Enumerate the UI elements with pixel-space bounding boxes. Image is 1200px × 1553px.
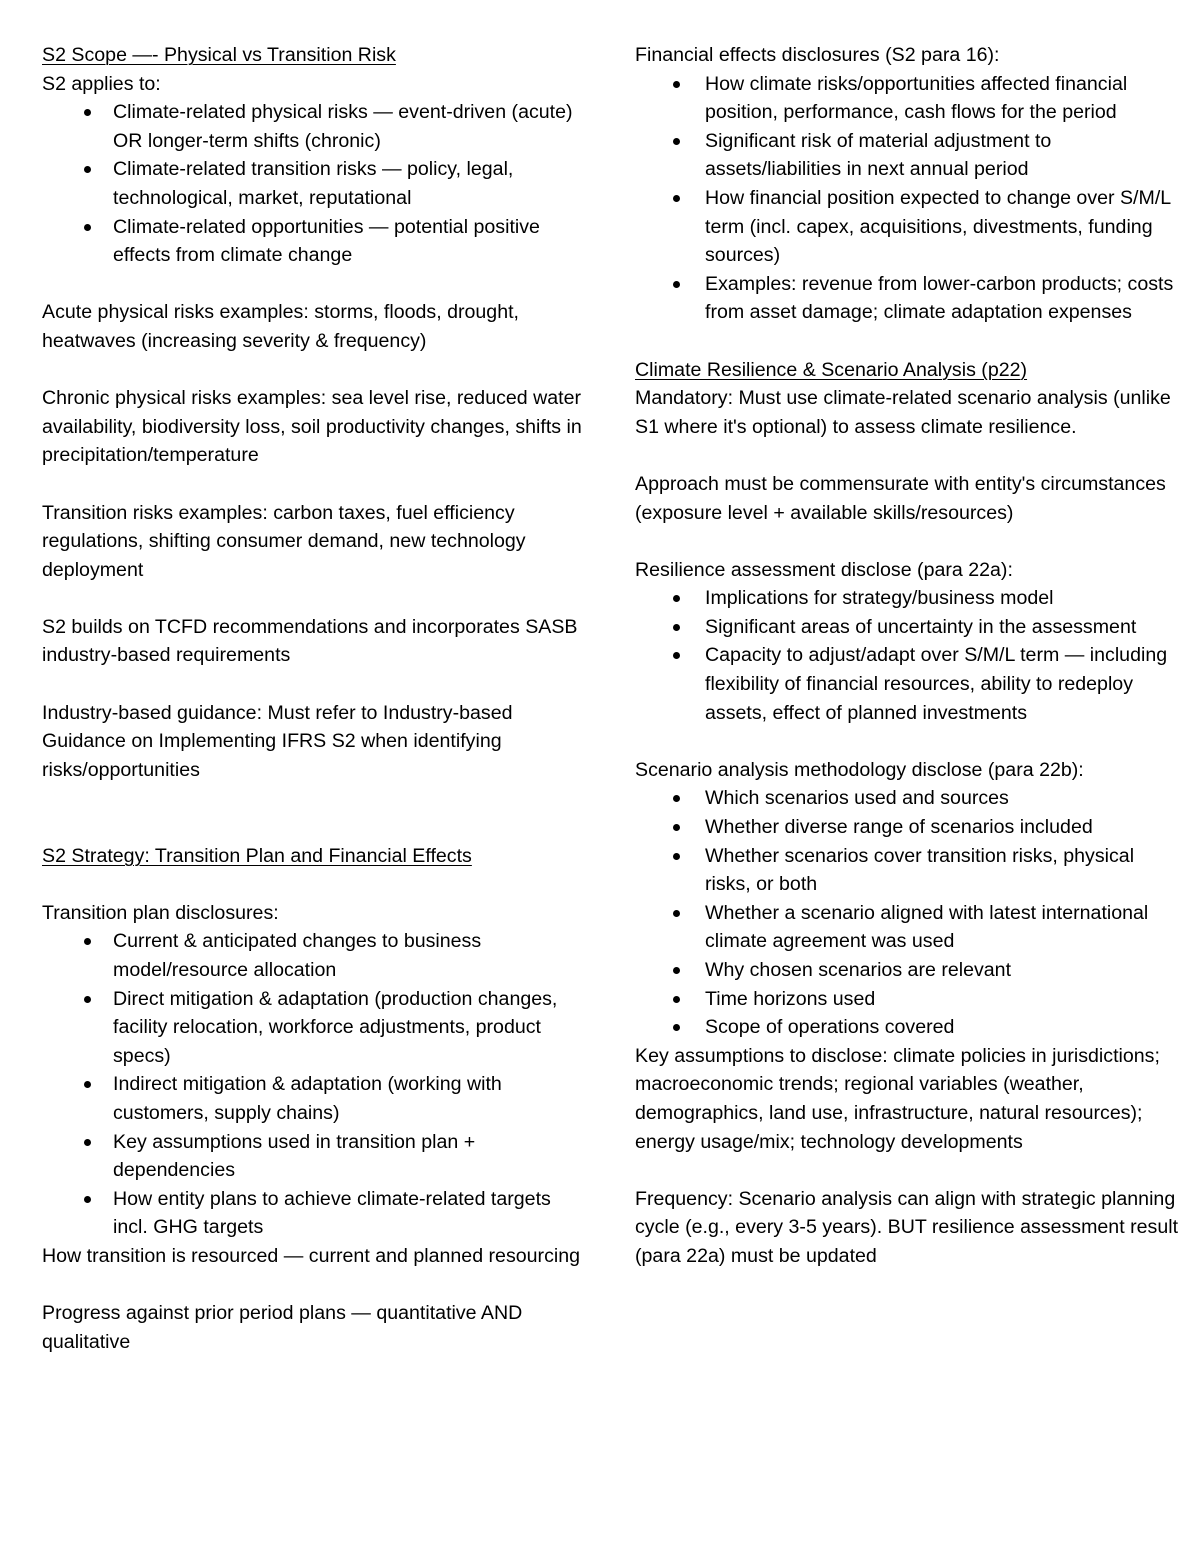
transition-resourced: How transition is resourced — current and planned resourcing — [42, 1244, 581, 1267]
resilience-assessment-label: Resilience assessment disclose (para 22a): — [635, 558, 1013, 581]
list-item: Significant risk of material adjustment to assets/liabilities in next annual period — [635, 127, 1180, 184]
tcfd-note: S2 builds on TCFD recommendations and incorporates SASB industry-based requirements — [42, 615, 578, 667]
methodology-label: Scenario analysis methodology disclose (para 22b): — [635, 758, 1084, 781]
right-column — [635, 41, 1180, 1271]
list-item: Whether a scenario aligned with latest international climate agreement was used — [635, 899, 1180, 956]
transition-examples: Transition risks examples: carbon taxes, fuel efficiency regulations, shifting consumer demand, new technology deployment — [42, 501, 526, 581]
transition-plan-label: Transition plan disclosures: — [42, 901, 279, 924]
list-item: Climate-related physical risks — event-driven (acute) OR longer-term shifts (chronic) — [42, 98, 582, 155]
resilience-assessment-list — [635, 584, 1180, 727]
key-assumptions: Key assumptions to disclose: climate policies in jurisdictions; macroeconomic trends; regional variables (weather, demographics, land use, infrastructure, natural resources); energy usage/mix; technology developments — [635, 1044, 1160, 1153]
approach-note: Approach must be commensurate with entity's circumstances (exposure level + available skills/resources) — [635, 472, 1166, 524]
list-item: Current & anticipated changes to business model/resource allocation — [42, 927, 582, 984]
list-item: Whether diverse range of scenarios included — [635, 813, 1180, 842]
mandatory-note: Mandatory: Must use climate-related scenario analysis (unlike S1 where it's optional) to assess climate resilience. — [635, 387, 1171, 438]
list-item: Indirect mitigation & adaptation (working with customers, supply chains) — [42, 1070, 582, 1127]
list-item: How financial position expected to change over S/M/L term (incl. capex, acquisitions, divestments, funding sources) — [635, 184, 1180, 270]
acute-examples: Acute physical risks examples: storms, floods, drought, heatwaves (increasing severity & frequency) — [42, 301, 519, 352]
list-item: Significant areas of uncertainty in the assessment — [635, 613, 1180, 642]
list-item: Why chosen scenarios are relevant — [635, 956, 1180, 985]
list-item: Capacity to adjust/adapt over S/M/L term — including flexibility of financial resources, ability to redeploy assets, effect of planned investments — [635, 641, 1180, 727]
chronic-examples: Chronic physical risks examples: sea level rise, reduced water availability, biodiversity loss, soil productivity changes, shifts in precipitation/temperature — [42, 387, 582, 467]
scope-applies-label: S2 applies to: — [42, 72, 161, 95]
resilience-heading: Climate Resilience & Scenario Analysis (p22) — [635, 358, 1028, 381]
financial-effects-label: Financial effects disclosures (S2 para 16): — [635, 44, 1000, 66]
list-item: Time horizons used — [635, 985, 1180, 1014]
progress-note: Progress against prior period plans — quantitative AND qualitative — [42, 1302, 523, 1353]
scope-heading: S2 Scope —- Physical vs Transition Risk — [42, 44, 396, 66]
strategy-heading: S2 Strategy: Transition Plan and Financial Effects — [42, 844, 472, 867]
methodology-list — [635, 784, 1180, 1041]
frequency-note: Frequency: Scenario analysis can align with strategic planning cycle (e.g., every 3-5 years). BUT resilience assessment result (para 22a) must be updated — [635, 1187, 1179, 1267]
financial-effects-list — [635, 70, 1180, 327]
list-item: Scope of operations covered — [635, 1013, 1180, 1042]
list-item: Whether scenarios cover transition risks, physical risks, or both — [635, 842, 1180, 899]
list-item: Examples: revenue from lower-carbon products; costs from asset damage; climate adaptation expenses — [635, 270, 1180, 327]
list-item: How entity plans to achieve climate-related targets incl. GHG targets — [42, 1185, 582, 1242]
list-item: Which scenarios used and sources — [635, 784, 1180, 813]
list-item: Climate-related transition risks — policy, legal, technological, market, reputational — [42, 155, 582, 212]
industry-guidance: Industry-based guidance: Must refer to Industry-based Guidance on Implementing IFRS S2 when identifying risks/opportunities — [42, 701, 513, 781]
scope-list — [42, 98, 582, 270]
list-item: Direct mitigation & adaptation (production changes, facility relocation, workforce adjustments, product specs) — [42, 985, 582, 1071]
list-item: Climate-related opportunities — potential positive effects from climate change — [42, 213, 582, 270]
list-item: Key assumptions used in transition plan + dependencies — [42, 1128, 582, 1185]
list-item: Implications for strategy/business model — [635, 584, 1180, 613]
list-item: How climate risks/opportunities affected financial position, performance, cash flows for the period — [635, 70, 1180, 127]
left-column — [42, 41, 582, 1356]
transition-plan-list — [42, 927, 582, 1242]
